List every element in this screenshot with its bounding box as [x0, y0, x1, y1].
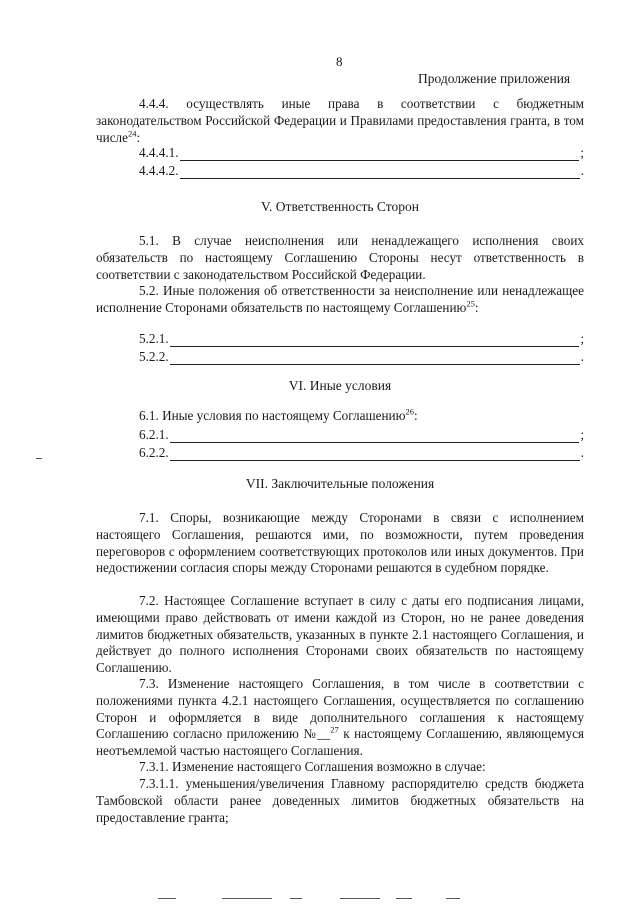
footnote-ref-24: 24 [127, 128, 137, 139]
paragraph-4-4-4-tail: : [136, 129, 141, 145]
scan-artifact [222, 898, 272, 899]
scan-artifact [446, 898, 460, 899]
fill-in-rule [170, 335, 580, 347]
blank-line-4-4-4-1 [139, 145, 584, 161]
blank-line-5-2-1 [139, 331, 584, 347]
paragraph-6-1-text: 6.1. Иные условия по настоящему Соглашению [139, 408, 406, 423]
blank-line-end: ; [580, 145, 584, 160]
scan-artifact [36, 458, 42, 459]
blank-line-end: . [580, 349, 584, 364]
paragraph-7-2: 7.2. Настоящее Соглашение вступает в силу с даты его подписания лицами, имеющими право действовать от имени каждой из Сторон, но не ранее доведения лимитов бюджетных обязательств, указанных в пункте 2.1 настоящего Соглашения, и действует до полного исполнения Сторонами своих обязательств по настоящему Соглашению. [96, 593, 584, 676]
paragraph-7-3-text-a: 7.3. Изменение настоящего Соглашения, в том числе в соответствии с положениями пункта 4.2.1 настоящего Соглашения, осуществляется по соглашению Сторон и оформляется в виде дополнительного соглашения к настоящему Соглашению согласно приложению №__ [96, 676, 584, 742]
blank-line-label: 6.2.1. [139, 427, 169, 442]
appendix-continuation-label: Продолжение приложения [418, 71, 571, 86]
blank-line-6-2-1 [139, 427, 584, 443]
paragraph-6-1 [96, 408, 584, 425]
fill-in-rule [180, 167, 580, 179]
blank-line-5-2-2 [139, 349, 584, 365]
blank-line-end: ; [580, 331, 584, 346]
paragraph-7-1: 7.1. Споры, возникающие между Сторонами в связи с исполнением настоящего Соглашения, решаются ими, по возможности, путем проведения переговоров с оформлением соответствующих протоколов или иных документов. При недостижении согласия споры между Сторонами решаются в судебном порядке. [96, 510, 584, 576]
blank-line-label: 5.2.1. [139, 331, 169, 346]
blank-line-end: . [580, 445, 584, 460]
footnote-ref-26: 26 [405, 406, 414, 417]
section-heading-v: V. Ответственность Сторон [261, 199, 419, 214]
fill-in-rule [170, 449, 580, 461]
paragraph-5-2-tail: : [474, 299, 479, 315]
scan-artifact [158, 898, 176, 899]
paragraph-4-4-4 [96, 96, 584, 146]
paragraph-7-3-text-b: к настоящему Соглашению, являющемуся неотъемлемой частью настоящего Соглашения. [96, 726, 585, 759]
blank-line-label: 4.4.4.2. [139, 163, 179, 178]
blank-line-end: ; [580, 427, 584, 442]
fill-in-rule [170, 431, 580, 443]
paragraph-7-3-1-1: 7.3.1.1. уменьшения/увеличения Главному распорядителю средств бюджета Тамбовской области ранее доведенных лимитов бюджетных обязательств на предоставление гранта; [96, 776, 584, 825]
footnote-ref-27: 27 [330, 725, 339, 735]
paragraph-7-3 [96, 676, 584, 760]
fill-in-rule [180, 149, 580, 161]
paragraph-5-2-text: 5.2. Иные положения об ответственности за неисполнение или ненадлежащее исполнение Сторонами обязательств по настоящему Соглашению [96, 283, 584, 315]
blank-line-end: . [580, 163, 584, 178]
scan-artifact [396, 898, 412, 899]
blank-line-label: 4.4.4.1. [139, 145, 179, 160]
section-heading-vi: VI. Иные условия [288, 378, 392, 393]
page-number: 8 [336, 54, 343, 69]
paragraph-5-1: 5.1. В случае неисполнения или ненадлежащего исполнения своих обязательств по настоящему Соглашению Стороны несут ответственность в соответствии с законодательством Российской Федерации. [96, 233, 584, 282]
paragraph-7-3-1: 7.3.1. Изменение настоящего Соглашения возможно в случае: [139, 759, 486, 774]
paragraph-5-2 [96, 283, 584, 317]
scan-artifact [340, 898, 380, 899]
blank-line-label: 6.2.2. [139, 445, 169, 460]
footnote-ref-25: 25 [466, 298, 475, 309]
paragraph-6-1-tail: : [413, 408, 418, 423]
blank-line-6-2-2 [139, 445, 584, 461]
blank-line-label: 5.2.2. [139, 349, 169, 364]
fill-in-rule [170, 353, 580, 365]
scan-artifact [290, 898, 302, 899]
blank-line-4-4-4-2 [139, 163, 584, 179]
paragraph-4-4-4-text: 4.4.4. осуществлять иные права в соответствии с бюджетным законодательством Российской Федерации и Правилами предоставления гранта, в том числе [96, 96, 584, 145]
section-heading-vii: VII. Заключительные положения [245, 476, 435, 491]
